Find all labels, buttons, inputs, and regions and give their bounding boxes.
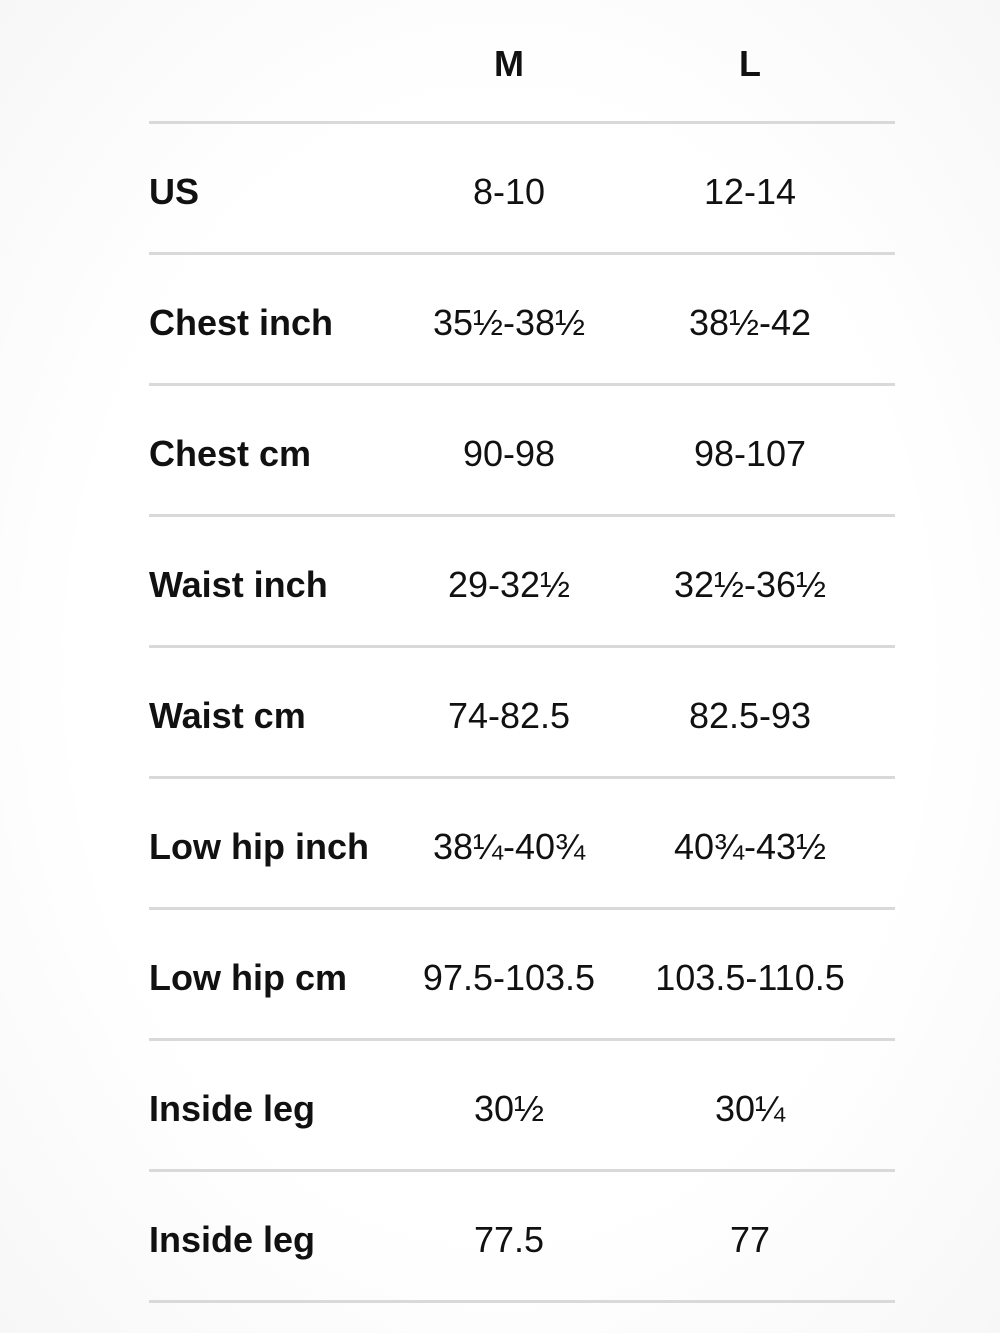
- table-row: [149, 517, 895, 648]
- row-label: Chest cm: [149, 433, 312, 474]
- cell-value-m: 29-32½: [447, 564, 571, 605]
- cell-value-l: 40¾-43½: [673, 826, 827, 867]
- table-row: [149, 779, 895, 910]
- cell-value-l: 77: [729, 1219, 771, 1260]
- row-label: Inside leg: [149, 1219, 316, 1260]
- cell-value-m: 97.5-103.5: [422, 957, 596, 998]
- table-row: [149, 386, 895, 517]
- column-header-m: M: [494, 43, 524, 84]
- cell-value-m: 90-98: [462, 433, 556, 474]
- row-label: Low hip inch: [149, 826, 369, 867]
- cell-value-l: 32½-36½: [673, 564, 827, 605]
- size-chart-table: [149, 0, 895, 1303]
- cell-value-m: 30½: [473, 1088, 545, 1129]
- cell-value-m: 38¼-40¾: [432, 826, 586, 867]
- row-label: US: [149, 171, 200, 212]
- row-label: Waist cm: [149, 695, 306, 736]
- cell-value-l: 38½-42: [688, 302, 812, 343]
- table-row: [149, 1172, 895, 1303]
- table-header-row: [149, 0, 895, 124]
- row-label: Chest inch: [149, 302, 334, 343]
- column-header-l: L: [739, 43, 761, 84]
- cell-value-l: 82.5-93: [688, 695, 812, 736]
- table-row: [149, 124, 895, 255]
- table-row: [149, 255, 895, 386]
- row-label: Low hip cm: [149, 957, 347, 998]
- cell-value-l: 12-14: [703, 171, 797, 212]
- table-row: [149, 910, 895, 1041]
- cell-value-m: 77.5: [473, 1219, 545, 1260]
- cell-value-m: 8-10: [472, 171, 546, 212]
- cell-value-m: 35½-38½: [432, 302, 586, 343]
- cell-value-l: 98-107: [693, 433, 807, 474]
- cell-value-l: 30¼: [714, 1088, 786, 1129]
- row-label: Inside leg: [149, 1088, 316, 1129]
- cell-value-m: 74-82.5: [447, 695, 571, 736]
- table-row: [149, 648, 895, 779]
- cell-value-l: 103.5-110.5: [655, 957, 845, 998]
- row-label: Waist inch: [149, 564, 328, 605]
- table-row: [149, 1041, 895, 1172]
